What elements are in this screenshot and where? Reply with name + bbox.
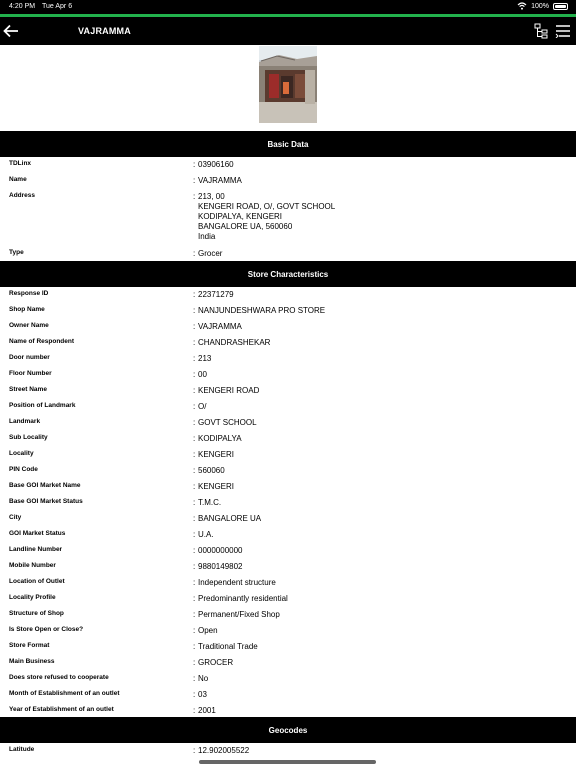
- row-separator: :: [193, 402, 196, 411]
- row-label: Base GOI Market Status: [9, 498, 83, 505]
- row-value: 213, 00 KENGERI ROAD, O/, GOVT SCHOOL KODIPALYA, KENGERI BANGALORE UA, 560060 India: [198, 192, 336, 241]
- row-separator: :: [193, 306, 196, 315]
- row-value: 03906160: [198, 160, 234, 169]
- back-button[interactable]: [2, 21, 20, 41]
- row-separator: :: [193, 192, 196, 201]
- row-label: Shop Name: [9, 306, 45, 313]
- row-separator: :: [193, 594, 196, 603]
- menu-icon: [555, 24, 571, 38]
- wifi-icon: [517, 2, 527, 10]
- row-value: 213: [198, 354, 212, 363]
- battery-icon: [553, 3, 568, 10]
- row-separator: :: [193, 450, 196, 459]
- row-value: T.M.C.: [198, 498, 222, 507]
- row-separator: :: [193, 626, 196, 635]
- row-separator: :: [193, 354, 196, 363]
- row-label: Store Format: [9, 642, 50, 649]
- row-label: Year of Establishment of an outlet: [9, 706, 114, 713]
- row-value: NANJUNDESHWARA PRO STORE: [198, 306, 326, 315]
- row-value: GOVT SCHOOL: [198, 418, 257, 427]
- row-value: Open: [198, 626, 218, 635]
- row-label: Name of Respondent: [9, 338, 75, 345]
- hierarchy-icon: [533, 23, 549, 39]
- row-label: Structure of Shop: [9, 610, 64, 617]
- row-value: CHANDRASHEKAR: [198, 338, 271, 347]
- row-label: Address: [9, 192, 36, 199]
- row-label: Floor Number: [9, 370, 52, 377]
- section-header-geocodes: Geocodes: [0, 717, 576, 743]
- row-separator: :: [193, 562, 196, 571]
- row-label: Sub Locality: [9, 434, 48, 441]
- row-value: KENGERI: [198, 482, 235, 491]
- row-separator: :: [193, 498, 196, 507]
- row-separator: :: [193, 434, 196, 443]
- row-separator: :: [193, 338, 196, 347]
- row-label: Is Store Open or Close?: [9, 626, 84, 633]
- row-separator: :: [193, 160, 196, 169]
- row-separator: :: [193, 514, 196, 523]
- row-label: Response ID: [9, 290, 49, 297]
- row-value: Permanent/Fixed Shop: [198, 610, 280, 619]
- row-separator: :: [193, 482, 196, 491]
- app-bar: [0, 17, 576, 45]
- row-separator: :: [193, 466, 196, 475]
- row-label: Mobile Number: [9, 562, 56, 569]
- row-label: Locality Profile: [9, 594, 56, 601]
- section-header-store-characteristics: Store Characteristics: [0, 261, 576, 287]
- home-indicator[interactable]: [199, 760, 376, 764]
- row-label: Street Name: [9, 386, 47, 393]
- row-label: Month of Establishment of an outlet: [9, 690, 120, 697]
- row-value: Predominantly residential: [198, 594, 288, 603]
- row-value: U.A.: [198, 530, 214, 539]
- section-header-basic-data: Basic Data: [0, 131, 576, 157]
- menu-button[interactable]: [555, 24, 571, 38]
- row-separator: :: [193, 658, 196, 667]
- row-value: 9880149802: [198, 562, 243, 571]
- row-separator: :: [193, 249, 196, 258]
- row-label: Door number: [9, 354, 50, 361]
- row-separator: :: [193, 546, 196, 555]
- row-value: KENGERI ROAD: [198, 386, 260, 395]
- row-value: 12.902005522: [198, 746, 250, 755]
- row-separator: :: [193, 370, 196, 379]
- row-separator: :: [193, 176, 196, 185]
- row-value: Independent structure: [198, 578, 276, 587]
- row-label: Landline Number: [9, 546, 63, 553]
- row-value: 0000000000: [198, 546, 243, 555]
- row-separator: :: [193, 322, 196, 331]
- row-label: Latitude: [9, 746, 35, 753]
- row-label: Position of Landmark: [9, 402, 76, 409]
- row-value: VAJRAMMA: [198, 322, 242, 331]
- arrow-left-icon: [3, 24, 19, 38]
- row-label: Locality: [9, 450, 34, 457]
- row-separator: :: [193, 386, 196, 395]
- row-label: Name: [9, 176, 27, 183]
- row-value: 560060: [198, 466, 225, 475]
- row-separator: :: [193, 610, 196, 619]
- row-separator: :: [193, 642, 196, 651]
- row-value: 22371279: [198, 290, 234, 299]
- row-label: Main Business: [9, 658, 55, 665]
- row-separator: :: [193, 290, 196, 299]
- row-separator: :: [193, 706, 196, 715]
- row-label: City: [9, 514, 22, 521]
- row-value: VAJRAMMA: [198, 176, 242, 185]
- row-separator: :: [193, 690, 196, 699]
- row-label: Does store refused to cooperate: [9, 674, 109, 681]
- row-value: BANGALORE UA: [198, 514, 262, 523]
- row-separator: :: [193, 418, 196, 427]
- row-label: TDLinx: [9, 160, 32, 167]
- row-value: No: [198, 674, 209, 683]
- status-bar: [0, 0, 576, 14]
- row-value: 03: [198, 690, 207, 699]
- battery-percent: 100%: [531, 2, 549, 10]
- row-label: Location of Outlet: [9, 578, 65, 585]
- row-separator: :: [193, 674, 196, 683]
- row-value: KENGERI: [198, 450, 235, 459]
- row-value: Grocer: [198, 249, 223, 258]
- row-label: Landmark: [9, 418, 41, 425]
- row-label: GOI Market Status: [9, 530, 66, 537]
- row-value: 00: [198, 370, 207, 379]
- row-value: 2001: [198, 706, 216, 715]
- status-time: 4:20 PM: [9, 3, 36, 10]
- row-value: Traditional Trade: [198, 642, 258, 651]
- page-title: VAJRAMMA: [78, 26, 131, 36]
- row-separator: :: [193, 578, 196, 587]
- status-right: [517, 2, 568, 10]
- status-date: Tue Apr 6: [42, 3, 73, 10]
- row-value: GROCER: [198, 658, 234, 667]
- row-separator: :: [193, 530, 196, 539]
- row-label: Base GOI Market Name: [9, 482, 81, 489]
- hierarchy-button[interactable]: [533, 23, 549, 39]
- row-label: Owner Name: [9, 322, 49, 329]
- store-photo: [259, 46, 317, 123]
- row-separator: :: [193, 746, 196, 755]
- row-value: KODIPALYA: [198, 434, 242, 443]
- row-label: Type: [9, 249, 24, 256]
- row-label: PIN Code: [9, 466, 38, 473]
- row-value: O/: [198, 402, 207, 411]
